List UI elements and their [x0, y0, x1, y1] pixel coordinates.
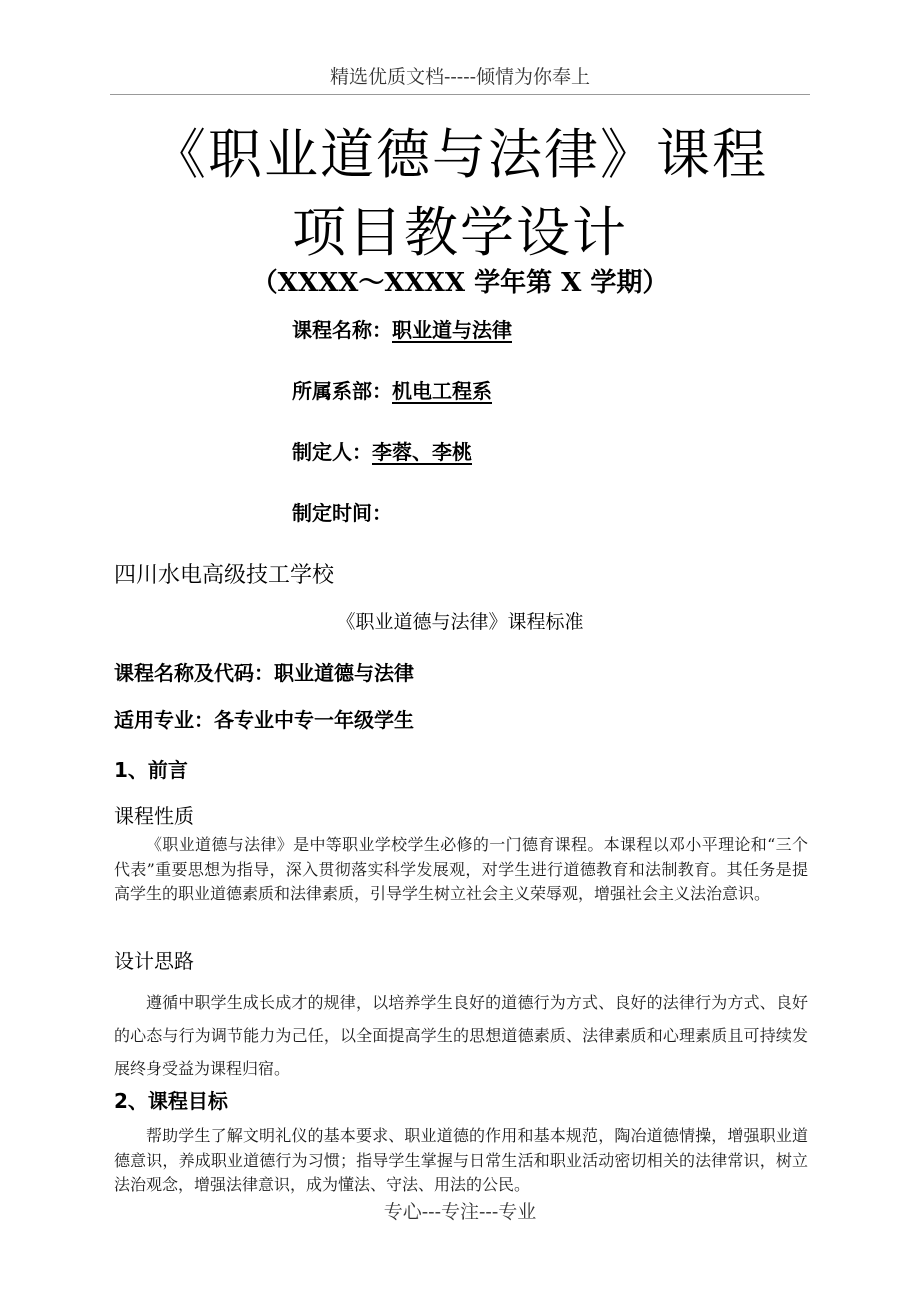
section-heading-goals: 2、课程目标: [114, 1089, 228, 1113]
course-name-field: [292, 314, 512, 343]
course-name-label: 课程名称：: [292, 318, 392, 342]
subheading-course-nature: 课程性质: [114, 804, 194, 828]
applicable-line: 适用专业：各专业中专一年级学生: [114, 708, 414, 732]
course-code-line: 课程名称及代码：职业道德与法律: [114, 661, 414, 685]
semester-line: （XXXX～XXXX 学年第 X 学期）: [251, 268, 669, 298]
author-value: 李蓉、李桃: [372, 440, 472, 464]
date-field: [292, 497, 392, 526]
goals-text: 帮助学生了解文明礼仪的基本要求、职业道德的作用和基本规范，陶冶道德情操，增强职业道德意识，养成职业道德行为习惯；指导学生掌握与日常生活和职业活动密切相关的法律常识，树立法治观念，增强法律意识，成为懂法、守法、用法的公民。: [114, 1126, 808, 1194]
department-field: [292, 375, 492, 404]
author-label: 制定人：: [292, 440, 372, 464]
department-value: 机电工程系: [392, 379, 492, 403]
department-label: 所属系部：: [292, 379, 392, 403]
date-label: 制定时间：: [292, 501, 392, 525]
course-nature-text: 《职业道德与法律》是中等职业学校学生必修的一门德育课程。本课程以邓小平理论和“三个代表”重要思想为指导，深入贯彻落实科学发展观，对学生进行道德教育和法制教育。其任务是提高学生的职业道德素质和法律素质，引导学生树立社会主义荣辱观，增强社会主义法治意识。: [114, 835, 808, 903]
paragraph-design-idea: [114, 986, 808, 1085]
paragraph-course-nature: [114, 833, 808, 907]
page-header: 精选优质文档-----倾情为你奉上: [329, 66, 591, 88]
course-name-value: 职业道与法律: [392, 318, 512, 342]
school-name: 四川水电高级技工学校: [114, 563, 335, 588]
page-footer: 专心---专注---专业: [383, 1201, 537, 1223]
subheading-design-idea: 设计思路: [114, 949, 194, 973]
header-divider: [110, 94, 810, 95]
document-title-line2: 项目教学设计: [292, 201, 628, 264]
design-idea-text: 遵循中职学生成长成才的规律，以培养学生良好的道德行为方式、良好的法律行为方式、良好的心态与行为调节能力为己任，以全面提高学生的思想道德素质、法律素质和心理素质且可持续发展终身受益为课程归宿。: [114, 993, 808, 1078]
document-title-line1: 《职业道德与法律》课程: [152, 123, 768, 186]
section-heading-preface: 1、前言: [114, 758, 188, 782]
standard-title: 《职业道德与法律》课程标准: [336, 611, 584, 633]
paragraph-goals: [114, 1124, 808, 1198]
author-field: [292, 436, 472, 465]
